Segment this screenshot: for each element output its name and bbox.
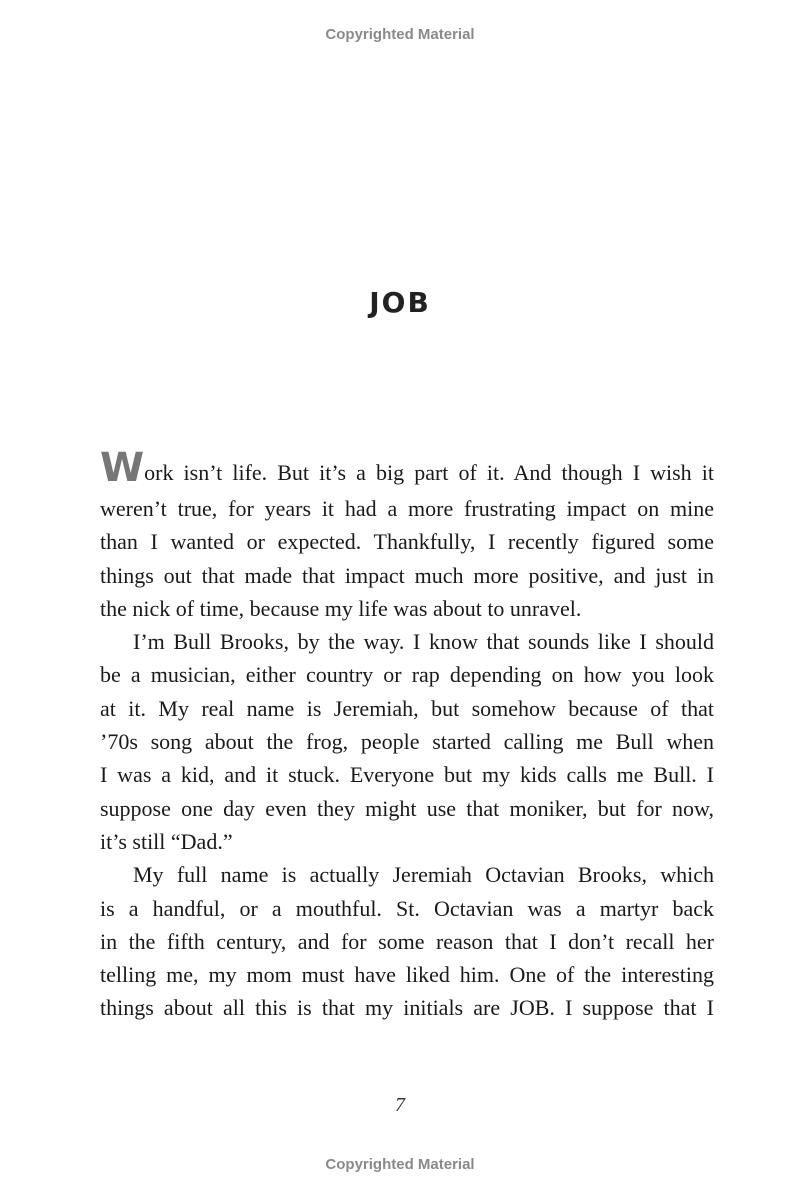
body-line: be a musician, either country or rap depending on how you look: [100, 662, 714, 688]
body-line: it’s still “Dad.”: [100, 828, 233, 854]
page-number: 7: [395, 1094, 405, 1116]
body-line: weren’t true, for years it had a more frustrating impact on mine: [100, 496, 714, 521]
chapter-body: [100, 444, 714, 1025]
body-line: at it. My real name is Jeremiah, but somehow because of that: [100, 695, 714, 721]
drop-cap: W: [100, 445, 145, 491]
body-line: is a handful, or a mouthful. St. Octavian was a martyr back: [100, 895, 714, 921]
body-line: ’70s song about the frog, people started calling me Bull when: [100, 729, 714, 755]
body-line: I’m Bull Brooks, by the way. I know that sounds like I should: [133, 629, 714, 655]
copyright-watermark-top: Copyrighted Material: [325, 26, 475, 43]
body-line: telling me, my mom must have liked him. One of the interesting: [100, 962, 714, 988]
body-line: in the fifth century, and for some reason that I don’t recall her: [100, 928, 714, 954]
body-line: suppose one day even they might use that moniker, but for now,: [100, 795, 714, 821]
body-line: I was a kid, and it stuck. Everyone but my kids calls me Bull. I: [100, 762, 714, 788]
copyright-watermark-bottom: Copyrighted Material: [325, 1156, 475, 1173]
body-line: things out that made that impact much more positive, and just in: [100, 562, 714, 588]
body-line: My full name is actually Jeremiah Octavian Brooks, which: [133, 862, 714, 888]
body-line: things about all this is that my initials are JOB. I suppose that I: [100, 995, 714, 1021]
body-line: the nick of time, because my life was about to unravel.: [100, 595, 582, 621]
body-line-text: ork isn’t life. But it’s a big part of it. And though I wish it: [144, 460, 714, 485]
body-line: than I wanted or expected. Thankfully, I recently figured some: [100, 529, 714, 555]
chapter-title: JOB: [369, 286, 431, 319]
body-line: [100, 444, 714, 492]
